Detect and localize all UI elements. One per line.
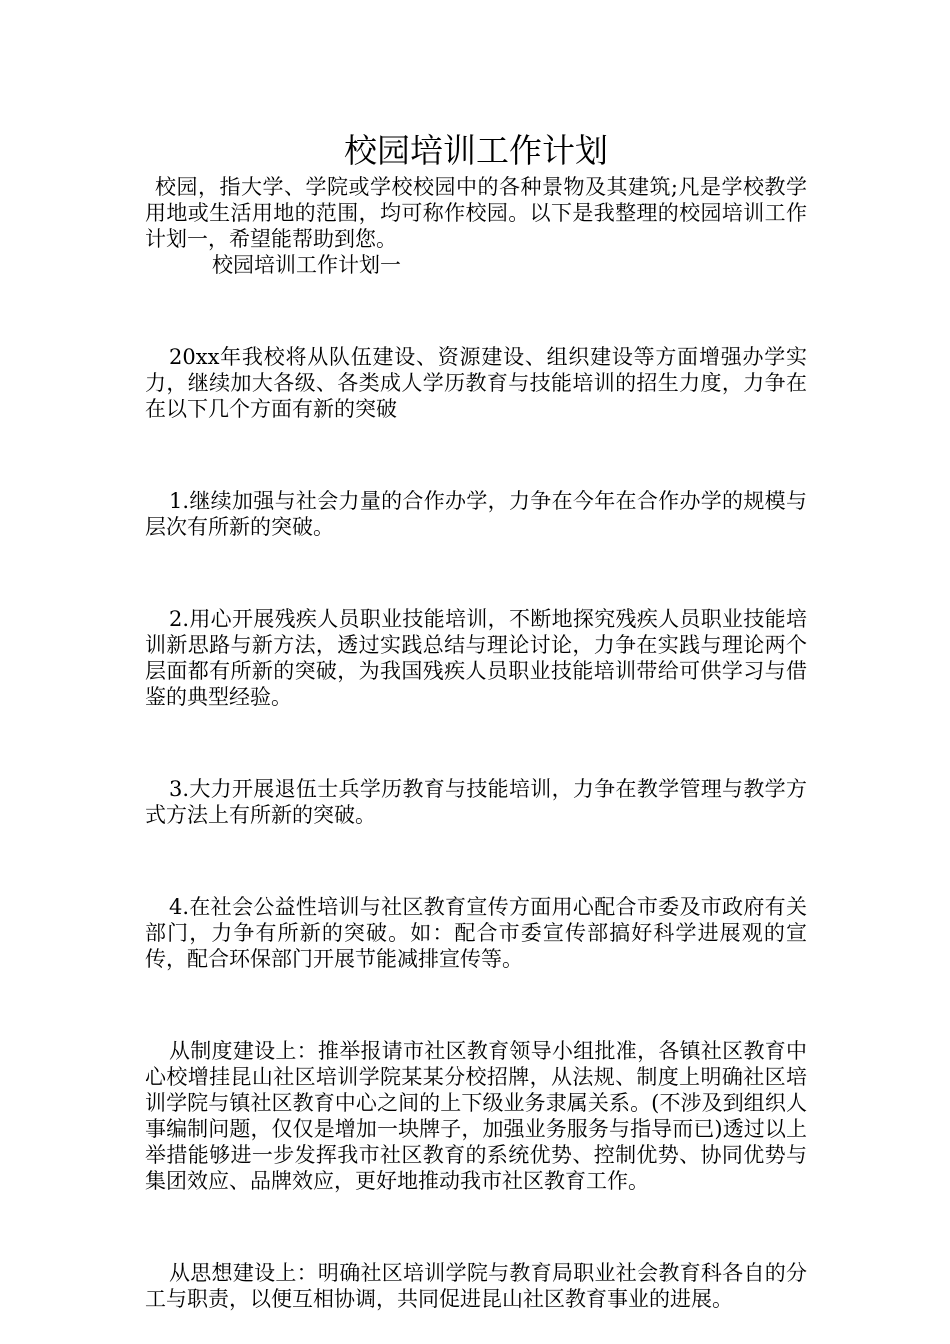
paragraph-item-2: 2.用心开展残疾人员职业技能培训，不断地探究残疾人员职业技能培训新思路与新方法，透过实践总结与理论讨论，力争在实践与理论两个层面都有所新的突破，为我国残疾人员职业技能培训带给可供学习与借鉴的典型经验。 [145,607,807,709]
document-page [145,128,807,1312]
spacer [145,422,807,488]
paragraph-ideology: 从思想建设上：明确社区培训学院与教育局职业社会教育科各自的分工与职责，以便互相协调，共同促进昆山社区教育事业的进展。 [145,1261,807,1311]
paragraph-item-3: 3.大力开展退伍士兵学历教育与技能培训，力争在教学管理与教学方式方法上有所新的突破。 [145,777,807,827]
paragraph-item-4: 4.在社会公益性培训与社区教育宣传方面用心配合市委及市政府有关部门，力争有所新的突破。如：配合市委宣传部搞好科学进展观的宣传，配合环保部门开展节能减排宣传等。 [145,895,807,971]
paragraph-item-1: 1.继续加强与社会力量的合作办学，力争在今年在合作办学的规模与层次有所新的突破。 [145,489,807,539]
spacer [145,278,807,344]
spacer [145,972,807,1038]
paragraph-institution: 从制度建设上：推举报请市社区教育领导小组批准，各镇社区教育中心校增挂昆山社区培训学院某某分校招牌，从法规、制度上明确社区培训学院与镇社区教育中心之间的上下级业务隶属关系。(不涉及到组织人事编制问题，仅仅是增加一块牌子，加强业务服务与指导而已)透过以上举措能够进一步发挥我市社区教育的系统优势、控制优势、协同优势与集团效应、品牌效应，更好地推动我市社区教育工作。 [145,1039,807,1193]
document-title: 校园培训工作计划 [344,131,608,170]
spacer [145,710,807,776]
spacer [145,540,807,606]
spacer [145,828,807,894]
paragraph-overview: 20xx年我校将从队伍建设、资源建设、组织建设等方面增强办学实力，继续加大各级、各类成人学历教育与技能培训的招生力度，力争在在以下几个方面有新的突破 [145,345,807,421]
spacer [145,1194,807,1260]
section-subheading: 校园培训工作计划一 [212,253,401,277]
intro-paragraph: 校园，指大学、学院或学校校园中的各种景物及其建筑;凡是学校教学用地或生活用地的范围，均可称作校园。以下是我整理的校园培训工作计划一，希望能帮助到您。 [145,175,807,251]
